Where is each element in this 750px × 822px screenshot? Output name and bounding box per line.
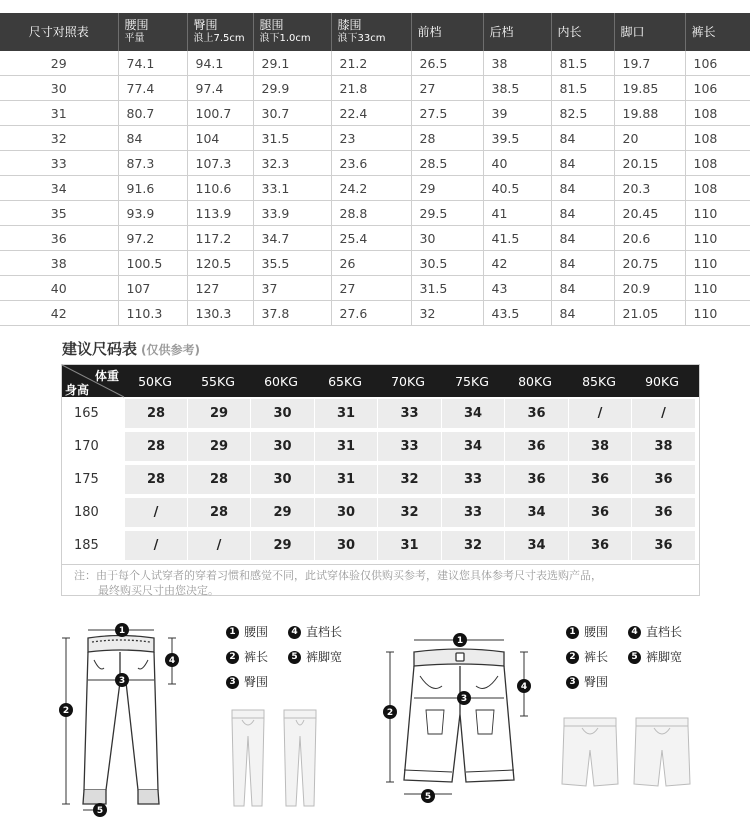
- size-cell: 110: [685, 301, 750, 326]
- recommended-size-cell: 34: [442, 432, 504, 461]
- size-cell: 106: [685, 76, 750, 101]
- size-cell: 38: [483, 51, 551, 76]
- size-cell: 84: [551, 201, 614, 226]
- recommendation-note: [62, 564, 699, 595]
- recommended-size-cell: 29: [251, 531, 314, 560]
- size-cell: 81.5: [551, 51, 614, 76]
- shorts-marker-5: 5: [424, 792, 432, 802]
- size-cell: 30.7: [253, 101, 331, 126]
- recommended-size-cell: 36: [632, 498, 695, 527]
- size-cell: 27: [411, 76, 483, 101]
- shorts-legend: [566, 620, 683, 695]
- header-front-rise: 前档: [411, 13, 483, 51]
- size-cell: 38.5: [483, 76, 551, 101]
- size-cell: 104: [187, 126, 253, 151]
- corner-weight-label: 体重: [95, 369, 120, 383]
- size-cell: 84: [551, 151, 614, 176]
- size-cell: 23.6: [331, 151, 411, 176]
- size-cell: 39.5: [483, 126, 551, 151]
- long-marker-3: 3: [118, 676, 126, 686]
- recommended-size-cell: 34: [505, 498, 568, 527]
- size-cell: 28.5: [411, 151, 483, 176]
- size-cell: 110: [685, 226, 750, 251]
- size-cell: 108: [685, 151, 750, 176]
- size-cell: 29.5: [411, 201, 483, 226]
- recommended-size-cell: 29: [188, 399, 250, 428]
- size-cell: 80.7: [118, 101, 187, 126]
- recommended-size-cell: 30: [315, 531, 377, 560]
- size-cell: 19.88: [614, 101, 685, 126]
- size-cell: 21.2: [331, 51, 411, 76]
- size-cell: 27.5: [411, 101, 483, 126]
- recommended-size-cell: 31: [315, 432, 377, 461]
- size-cell: 42: [483, 251, 551, 276]
- size-cell: 81.5: [551, 76, 614, 101]
- height-label: 170: [74, 439, 99, 454]
- size-cell: 94.1: [187, 51, 253, 76]
- size-cell: 32: [0, 126, 118, 151]
- size-cell: 29.1: [253, 51, 331, 76]
- weight-header: 80KG: [518, 374, 552, 389]
- recommended-size-cell: 36: [632, 531, 695, 560]
- recommended-size-cell: 33: [378, 399, 441, 428]
- size-cell: 26.5: [411, 51, 483, 76]
- size-cell: 38: [0, 251, 118, 276]
- long-pants-diagram: [60, 620, 190, 816]
- recommended-size-cell: 32: [378, 498, 441, 527]
- corner-height-label: 身高: [65, 383, 90, 397]
- recommended-size-cell: 36: [569, 465, 631, 494]
- recommended-size-cell: 36: [505, 432, 568, 461]
- weight-header: 85KG: [582, 374, 616, 389]
- size-row: [0, 276, 750, 301]
- header-back-rise: 后档: [483, 13, 551, 51]
- header-length: 裤长: [685, 13, 750, 51]
- size-cell: 97.4: [187, 76, 253, 101]
- size-chart-table: [0, 13, 750, 326]
- size-cell: 28: [411, 126, 483, 151]
- size-cell: 20.75: [614, 251, 685, 276]
- size-cell: 40.5: [483, 176, 551, 201]
- legend-item-hip: 3 臀围: [226, 670, 268, 695]
- long-pants-thumbnails: [226, 706, 336, 816]
- weight-header: 90KG: [645, 374, 679, 389]
- size-cell: 43.5: [483, 301, 551, 326]
- recommended-size-cell: 32: [442, 531, 504, 560]
- size-cell: 84: [551, 276, 614, 301]
- shorts-legend-item-waist: 1 腰围: [566, 620, 608, 645]
- size-cell: 100.7: [187, 101, 253, 126]
- legend-item-rise: 4 直档长: [288, 620, 342, 645]
- recommendation-header: [62, 365, 699, 397]
- size-cell: 24.2: [331, 176, 411, 201]
- shorts-marker-4: 4: [520, 682, 528, 692]
- recommendation-title: [62, 338, 200, 359]
- size-cell: 107.3: [187, 151, 253, 176]
- size-cell: 87.3: [118, 151, 187, 176]
- size-cell: 82.5: [551, 101, 614, 126]
- size-row: [0, 101, 750, 126]
- long-marker-1: 1: [118, 626, 126, 636]
- size-cell: 23: [331, 126, 411, 151]
- recommended-size-cell: /: [125, 531, 187, 560]
- recommendation-title-text: 建议尺码表: [62, 340, 138, 358]
- size-cell: 22.4: [331, 101, 411, 126]
- size-row: [0, 176, 750, 201]
- weight-header: 70KG: [391, 374, 425, 389]
- size-cell: 84: [551, 301, 614, 326]
- recommended-size-cell: 36: [569, 498, 631, 527]
- size-cell: 84: [551, 176, 614, 201]
- size-cell: 106: [685, 51, 750, 76]
- shorts-marker-3: 3: [460, 694, 468, 704]
- size-cell: 97.2: [118, 226, 187, 251]
- recommended-size-cell: 29: [188, 432, 250, 461]
- recommended-size-cell: 36: [569, 531, 631, 560]
- legend-item-leg-width: 5 裤脚宽: [288, 645, 342, 670]
- size-cell: 29: [0, 51, 118, 76]
- size-cell: 130.3: [187, 301, 253, 326]
- recommended-size-cell: 36: [505, 399, 568, 428]
- header-inseam: 内长: [551, 13, 614, 51]
- size-cell: 21.8: [331, 76, 411, 101]
- recommended-size-cell: 31: [378, 531, 441, 560]
- weight-header: 50KG: [138, 374, 172, 389]
- size-cell: 37: [253, 276, 331, 301]
- size-cell: 77.4: [118, 76, 187, 101]
- header-size: 尺寸对照表: [0, 13, 118, 51]
- long-marker-5: 5: [96, 806, 104, 816]
- weight-header: 55KG: [201, 374, 235, 389]
- size-cell: 40: [483, 151, 551, 176]
- recommended-size-cell: /: [569, 399, 631, 428]
- size-cell: 20.15: [614, 151, 685, 176]
- size-cell: 34.7: [253, 226, 331, 251]
- size-cell: 33.1: [253, 176, 331, 201]
- size-row: [0, 76, 750, 101]
- size-row: [0, 301, 750, 326]
- recommended-size-cell: /: [632, 399, 695, 428]
- size-cell: 41: [483, 201, 551, 226]
- size-cell: 42: [0, 301, 118, 326]
- size-cell: 84: [551, 126, 614, 151]
- long-marker-2: 2: [62, 706, 70, 716]
- height-label: 165: [74, 406, 99, 421]
- size-row: [0, 226, 750, 251]
- size-cell: 91.6: [118, 176, 187, 201]
- size-cell: 41.5: [483, 226, 551, 251]
- recommended-size-cell: 29: [251, 498, 314, 527]
- size-cell: 20.9: [614, 276, 685, 301]
- long-marker-4: 4: [168, 656, 176, 666]
- size-cell: 28.8: [331, 201, 411, 226]
- recommended-size-cell: 28: [125, 465, 187, 494]
- size-cell: 93.9: [118, 201, 187, 226]
- size-row: [0, 201, 750, 226]
- size-cell: 34: [0, 176, 118, 201]
- recommendation-grid: [61, 364, 700, 596]
- size-cell: 40: [0, 276, 118, 301]
- shorts-legend-item-leg-width: 5 裤脚宽: [628, 645, 682, 670]
- recommended-size-cell: 28: [125, 432, 187, 461]
- size-cell: 32.3: [253, 151, 331, 176]
- recommended-size-cell: 28: [188, 465, 250, 494]
- legend-item-length: 2 裤长: [226, 645, 268, 670]
- size-cell: 31.5: [253, 126, 331, 151]
- size-cell: 110.6: [187, 176, 253, 201]
- size-cell: 33.9: [253, 201, 331, 226]
- recommended-size-cell: 33: [442, 465, 504, 494]
- size-cell: 21.05: [614, 301, 685, 326]
- recommended-size-cell: 34: [505, 531, 568, 560]
- size-cell: 108: [685, 126, 750, 151]
- long-pants-legend: [226, 620, 343, 695]
- height-label: 180: [74, 505, 99, 520]
- note-line-1: 注：由于每个人试穿者的穿着习惯和感觉不同，此试穿体验仅供购买参考，建议您具体参考尺寸表选购产品，: [74, 569, 602, 582]
- recommended-size-cell: /: [188, 531, 250, 560]
- size-row: [0, 151, 750, 176]
- size-cell: 108: [685, 176, 750, 201]
- size-cell: 27: [331, 276, 411, 301]
- size-cell: 74.1: [118, 51, 187, 76]
- legend-item-waist: 1 腰围: [226, 620, 268, 645]
- recommended-size-cell: 38: [632, 432, 695, 461]
- shorts-diagram: [380, 630, 530, 810]
- size-cell: 84: [118, 126, 187, 151]
- recommended-size-cell: /: [125, 498, 187, 527]
- weight-header: 75KG: [455, 374, 489, 389]
- header-waist: 腰围 平量: [118, 13, 187, 51]
- size-cell: 30.5: [411, 251, 483, 276]
- size-cell: 110: [685, 251, 750, 276]
- shorts-legend-item-rise: 4 直档长: [628, 620, 682, 645]
- shorts-legend-item-length: 2 裤长: [566, 645, 608, 670]
- size-cell: 27.6: [331, 301, 411, 326]
- shorts-legend-item-hip: 3 臀围: [566, 670, 608, 695]
- size-cell: 108: [685, 101, 750, 126]
- recommended-size-cell: 36: [632, 465, 695, 494]
- size-row: [0, 251, 750, 276]
- recommended-size-cell: 38: [569, 432, 631, 461]
- header-leg-opening: 脚口: [614, 13, 685, 51]
- size-cell: 33: [0, 151, 118, 176]
- size-cell: 35: [0, 201, 118, 226]
- size-cell: 20.3: [614, 176, 685, 201]
- recommended-size-cell: 28: [188, 498, 250, 527]
- size-cell: 31: [0, 101, 118, 126]
- size-cell: 30: [0, 76, 118, 101]
- size-cell: 39: [483, 101, 551, 126]
- height-label: 175: [74, 472, 99, 487]
- size-cell: 20.45: [614, 201, 685, 226]
- header-thigh: 腿围 浪下1.0cm: [253, 13, 331, 51]
- size-cell: 20.6: [614, 226, 685, 251]
- size-cell: 19.85: [614, 76, 685, 101]
- size-cell: 110: [685, 201, 750, 226]
- recommended-size-cell: 33: [442, 498, 504, 527]
- size-cell: 120.5: [187, 251, 253, 276]
- size-cell: 19.7: [614, 51, 685, 76]
- shorts-thumbnails: [560, 712, 710, 792]
- size-cell: 29.9: [253, 76, 331, 101]
- recommended-size-cell: 28: [125, 399, 187, 428]
- size-cell: 110.3: [118, 301, 187, 326]
- recommended-size-cell: 36: [505, 465, 568, 494]
- size-cell: 43: [483, 276, 551, 301]
- size-cell: 36: [0, 226, 118, 251]
- size-cell: 110: [685, 276, 750, 301]
- size-cell: 32: [411, 301, 483, 326]
- recommended-size-cell: 32: [378, 465, 441, 494]
- size-cell: 31.5: [411, 276, 483, 301]
- size-cell: 100.5: [118, 251, 187, 276]
- recommended-size-cell: 31: [315, 399, 377, 428]
- recommended-size-cell: 33: [378, 432, 441, 461]
- size-cell: 29: [411, 176, 483, 201]
- size-row: [0, 126, 750, 151]
- recommended-size-cell: 30: [315, 498, 377, 527]
- height-label: 185: [74, 538, 99, 553]
- weight-header: 65KG: [328, 374, 362, 389]
- recommended-size-cell: 31: [315, 465, 377, 494]
- size-cell: 30: [411, 226, 483, 251]
- size-cell: 26: [331, 251, 411, 276]
- recommended-size-cell: 30: [251, 432, 314, 461]
- size-cell: 84: [551, 251, 614, 276]
- size-cell: 127: [187, 276, 253, 301]
- size-cell: 25.4: [331, 226, 411, 251]
- weight-header: 60KG: [264, 374, 298, 389]
- size-cell: 107: [118, 276, 187, 301]
- size-cell: 37.8: [253, 301, 331, 326]
- size-row: [0, 51, 750, 76]
- note-line-2: 最终购买尺寸由您决定。: [98, 584, 219, 597]
- size-cell: 113.9: [187, 201, 253, 226]
- size-cell: 84: [551, 226, 614, 251]
- size-cell: 117.2: [187, 226, 253, 251]
- recommended-size-cell: 30: [251, 465, 314, 494]
- shorts-marker-2: 2: [386, 708, 394, 718]
- recommended-size-cell: 34: [442, 399, 504, 428]
- header-knee: 膝围 浪下33cm: [331, 13, 411, 51]
- recommendation-subtitle: (仅供参考): [141, 343, 200, 357]
- recommended-size-cell: 30: [251, 399, 314, 428]
- size-cell: 20: [614, 126, 685, 151]
- size-cell: 35.5: [253, 251, 331, 276]
- shorts-marker-1: 1: [456, 636, 464, 646]
- header-hip: 臀围 浪上7.5cm: [187, 13, 253, 51]
- size-chart-header-row: [0, 13, 750, 51]
